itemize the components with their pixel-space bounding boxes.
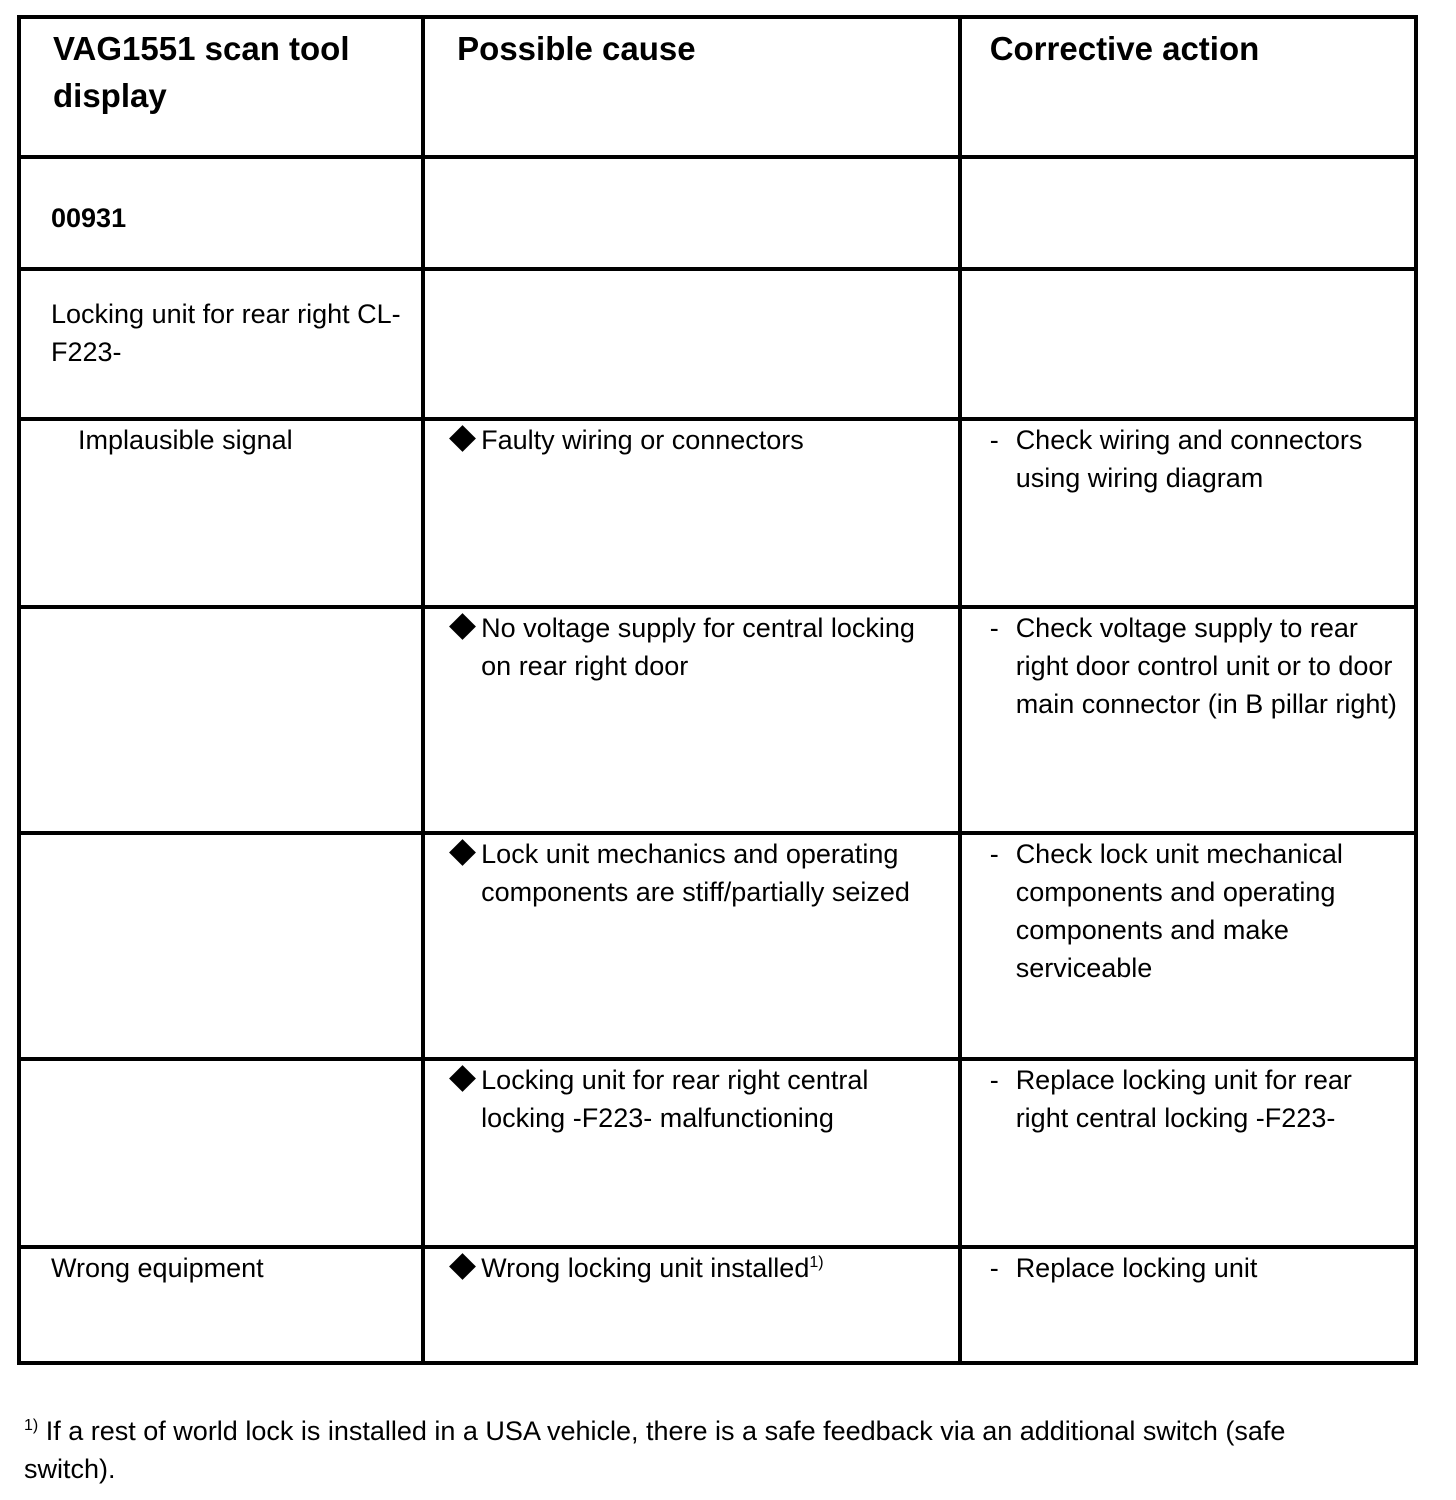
header-scan-tool-display: VAG1551 scan tool display (19, 17, 423, 157)
action-text: Replace locking unit (1015, 1253, 1258, 1283)
diagnostic-table (17, 15, 1418, 1365)
cause-text: Locking unit for rear right central locking -F223- malfunctioning (481, 1065, 869, 1133)
dash-bullet: - (989, 425, 999, 455)
empty-cell (960, 157, 1416, 269)
cause-text: Faulty wiring or connectors (481, 425, 804, 455)
action-text: Check wiring and connectors using wiring diagram (1015, 425, 1363, 493)
table-row (19, 607, 1416, 833)
cause-text: No voltage supply for central locking on rear right door (481, 613, 915, 681)
cause-cell (423, 419, 960, 607)
action-cell (960, 607, 1416, 833)
cause-text-with-footnote (481, 1249, 958, 1287)
action-text: Check voltage supply to rear right door control unit or to door main connector (in B pillar right) (1015, 613, 1397, 719)
cause-text: Lock unit mechanics and operating components are stiff/partially seized (481, 839, 910, 907)
table-row (19, 1059, 1416, 1247)
table-row (19, 419, 1416, 607)
component-row (19, 269, 1416, 419)
scan-display-text: Wrong equipment (19, 1247, 423, 1363)
scan-display-text (19, 607, 423, 833)
diamond-bullet-icon (447, 1249, 481, 1287)
empty-cell (423, 269, 960, 419)
dash-bullet: - (989, 613, 999, 643)
cause-cell (423, 607, 960, 833)
action-text: Replace locking unit for rear right central locking -F223- (1015, 1065, 1352, 1133)
fault-code-row (19, 157, 1416, 269)
diamond-bullet-icon (447, 421, 481, 459)
dash-bullet: - (989, 1065, 999, 1095)
cause-cell (423, 1059, 960, 1247)
action-cell (960, 419, 1416, 607)
scan-display-text: Implausible signal (19, 419, 423, 607)
fault-code: 00931 (19, 157, 423, 269)
action-text: Check lock unit mechanical components and operating components and make serviceable (1015, 839, 1343, 983)
scan-display-text (19, 1059, 423, 1247)
footnote (24, 1412, 1324, 1488)
cause-text: Wrong locking unit installed (481, 1253, 810, 1283)
diamond-bullet-icon (447, 835, 481, 873)
action-cell (960, 1247, 1416, 1363)
table-row (19, 1247, 1416, 1363)
scan-display-text (19, 833, 423, 1059)
footnote-text: If a rest of world lock is installed in a USA vehicle, there is a safe feedback via an additional switch (safe switch). (24, 1416, 1286, 1484)
empty-cell (960, 269, 1416, 419)
diamond-bullet-icon (447, 609, 481, 647)
footnote-ref: 1) (809, 1254, 824, 1271)
table-header-row (19, 17, 1416, 157)
diamond-bullet-icon (447, 1061, 481, 1099)
header-corrective-action: Corrective action (960, 17, 1416, 157)
dash-bullet: - (989, 1253, 999, 1283)
cause-cell (423, 1247, 960, 1363)
action-cell (960, 1059, 1416, 1247)
empty-cell (423, 157, 960, 269)
component-name: Locking unit for rear right CL-F223- (19, 269, 423, 419)
table-row (19, 833, 1416, 1059)
dash-bullet: - (989, 839, 999, 869)
cause-cell (423, 833, 960, 1059)
footnote-marker: 1) (24, 1417, 39, 1434)
header-possible-cause: Possible cause (423, 17, 960, 157)
action-cell (960, 833, 1416, 1059)
